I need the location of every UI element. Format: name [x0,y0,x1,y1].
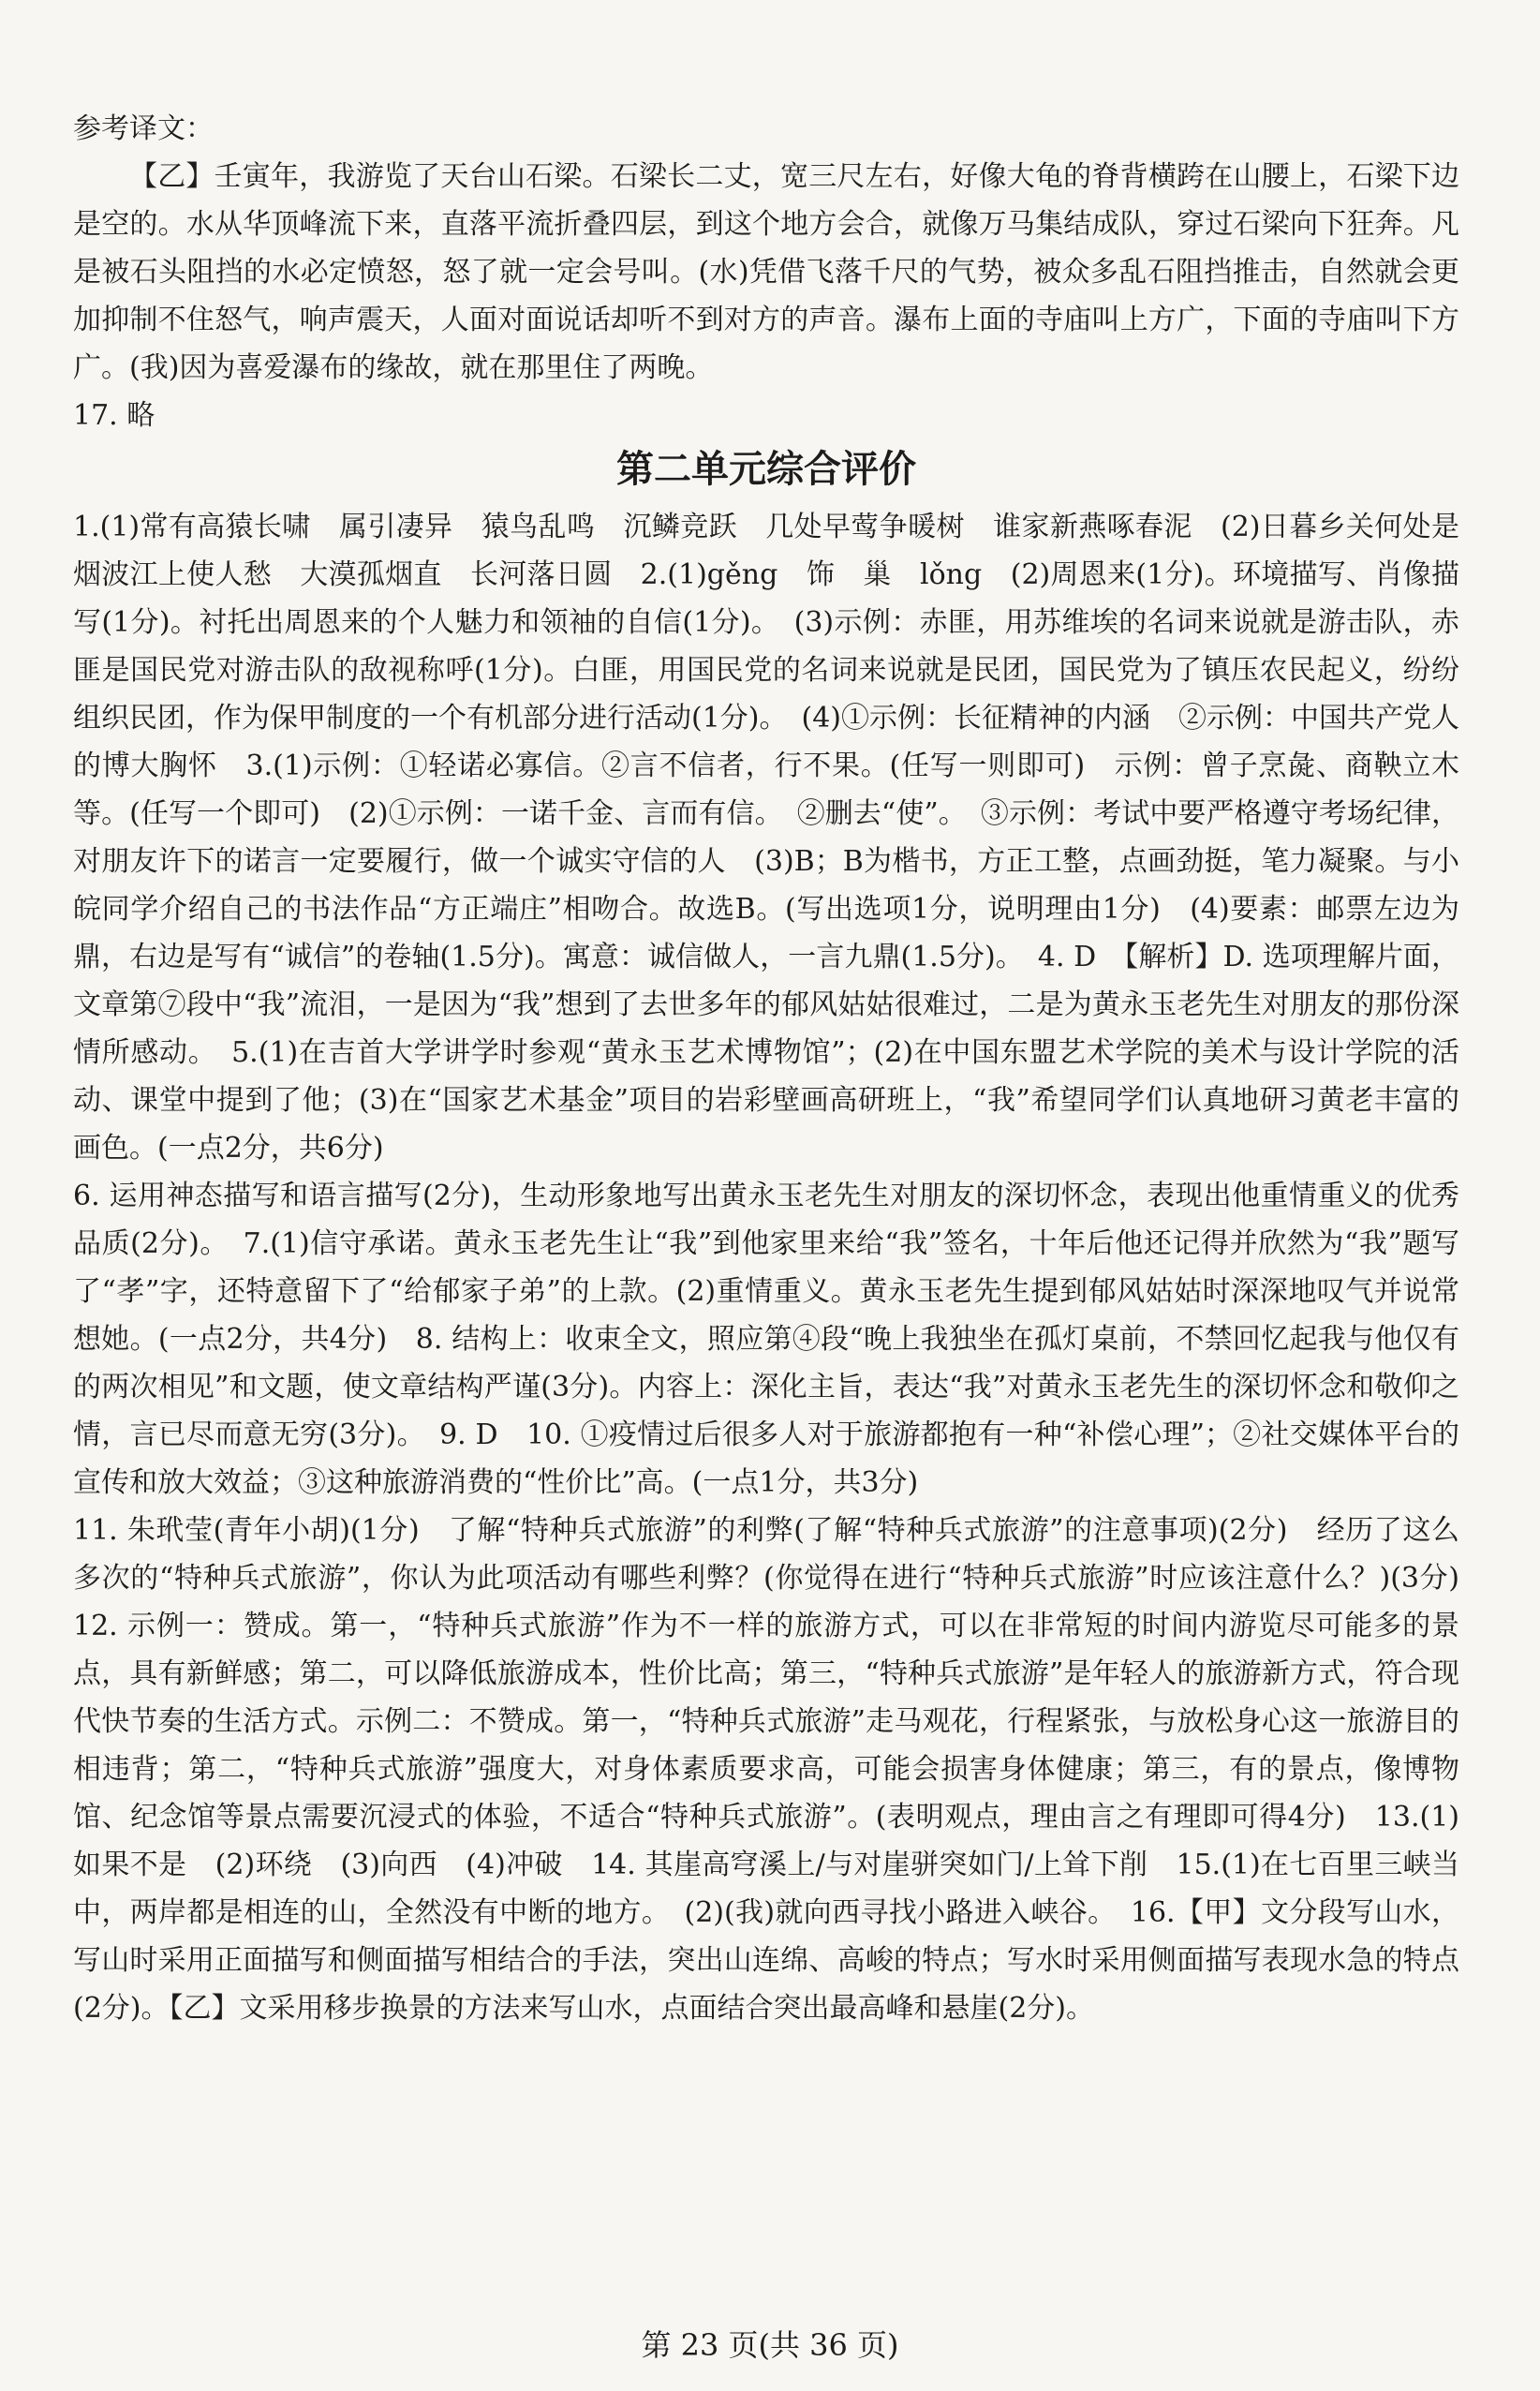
page-body [73,105,1488,2032]
page-number: 第 23 页(共 36 页) [641,2327,899,2363]
unit-answers-11-16: 11. 朱玳莹(青年小胡)(1分) 了解“特种兵式旅游”的利弊(了解“特种兵式旅游”的注意事项)(2分) 经历了这么多次的“特种兵式旅游”，你认为此项活动有哪些利弊？(你觉得在进行“特种兵式旅游”时应该注意什么？)(3分) 12. 示例一：赞成。第一，“特种兵式旅游”作为不一样的旅游方式，可以在非常短的时间内游览尽可能多的景点，具有新鲜感；第二，可以降低旅游成本，性价比高；第三，“特种兵式旅游”是年轻人的旅游新方式，符合现代快节奏的生活方式。示例二：不赞成。第一，“特种兵式旅游”走马观花，行程紧张，与放松身心这一旅游目的相违背；第二，“特种兵式旅游”强度大，对身体素质要求高，可能会损害身体健康；第三，有的景点，像博物馆、纪念馆等景点需要沉浸式的体验，不适合“特种兵式旅游”。(表明观点，理由言之有理即可得4分) 13.(1)如果不是 (2)环绕 (3)向西 (4)冲破 14. 其崖高穹溪上/与对崖骈突如门/上耸下削 15.(1)在七百里三峡当中，两岸都是相连的山，全然没有中断的地方。 (2)(我)就向西寻找小路进入峡谷。 16.【甲】文分段写山水，写山时采用正面描写和侧面描写相结合的手法，突出山连绵、高峻的特点；写水时采用侧面描写表现水急的特点(2分)。【乙】文采用移步换景的方法来写山水，点面结合突出最高峰和悬崖(2分)。 [73,1514,1488,2025]
answer-17: 17. 略 [73,399,155,432]
unit-title: 第二单元综合评价 [616,448,916,491]
reference-translation: 【乙】壬寅年，我游览了天台山石梁。石梁长二丈，宽三尺左右，好像大龟的脊背横跨在山腰上，石梁下边是空的。水从华顶峰流下来，直落平流折叠四层，到这个地方会合，就像万马集结成队，穿过石梁向下狂奔。凡是被石头阻挡的水必定愤怒，怒了就一定会号叫。(水)凭借飞落千尺的气势，被众多乱石阻挡推击，自然就会更加抑制不住怒气，响声震天，人面对面说话却听不到对方的声音。瀑布上面的寺庙叫上方广，下面的寺庙叫下方广。(我)因为喜爱瀑布的缘故，就在那里住了两晚。 [73,160,1459,384]
reference-label: 参考译文： [73,112,214,145]
unit-answers-1-5: 1.(1)常有高猿长啸 属引凄异 猿鸟乱鸣 沉鳞竞跃 几处早莺争暖树 谁家新燕啄春泥 (2)日暮乡关何处是 烟波江上使人愁 大漠孤烟直 长河落日圆 2.(1)gěng 饰 巢 lǒng (2)周恩来(1分)。环境描写、肖像描写(1分)。衬托出周恩来的个人魅力和领袖的自信(1分)。 (3)示例：赤匪，用苏维埃的名词来说就是游击队，赤匪是国民党对游击队的敌视称呼(1分)。白匪，用国民党的名词来说就是民团，国民党为了镇压农民起义，纷纷组织民团，作为保甲制度的一个有机部分进行活动(1分)。 (4)①示例：长征精神的内涵 ②示例：中国共产党人的博大胸怀 3.(1)示例：①轻诺必寡信。②言不信者，行不果。(任写一则即可) 示例：曾子烹彘、商鞅立木等。(任写一个即可) (2)①示例：一诺千金、言而有信。 ②删去“使”。 ③示例：考试中要严格遵守考场纪律，对朋友许下的诺言一定要履行，做一个诚实守信的人 (3)B；B为楷书，方正工整，点画劲挺，笔力凝聚。与小皖同学介绍自己的书法作品“方正端庄”相吻合。故选B。(写出选项1分，说明理由1分) (4)要素：邮票左边为鼎，右边是写有“诚信”的卷轴(1.5分)。寓意：诚信做人，一言九鼎(1.5分)。 4. D 【解析】D. 选项理解片面，文章第⑦段中“我”流泪，一是因为“我”想到了去世多年的郁风姑姑很难过，二是为黄永玉老先生对朋友的那份深情所感动。 5.(1)在吉首大学讲学时参观“黄永玉艺术博物馆”；(2)在中国东盟艺术学院的美术与设计学院的活动、课堂中提到了他；(3)在“国家艺术基金”项目的岩彩壁画高研班上，“我”希望同学们认真地研习黄老丰富的画色。(一点2分，共6分) [73,511,1488,1165]
unit-answers-6-10: 6. 运用神态描写和语言描写(2分)，生动形象地写出黄永玉老先生对朋友的深切怀念，表现出他重情重义的优秀品质(2分)。 7.(1)信守承诺。黄永玉老先生让“我”到他家里来给“我”签名，十年后他还记得并欣然为“我”题写了“孝”字，还特意留下了“给郁家子弟”的上款。(2)重情重义。黄永玉老先生提到郁风姑姑时深深地叹气并说常想她。(一点2分，共4分) 8. 结构上：收束全文，照应第④段“晚上我独坐在孤灯桌前，不禁回忆起我与他仅有的两次相见”和文题，使文章结构严谨(3分)。内容上：深化主旨，表达“我”对黄永玉老先生的深切怀念和敬仰之情，言已尽而意无穷(3分)。 9. D 10. ①疫情过后很多人对于旅游都抱有一种“补偿心理”；②社交媒体平台的宣传和放大效益；③这种旅游消费的“性价比”高。(一点1分，共3分) [73,1180,1459,1499]
